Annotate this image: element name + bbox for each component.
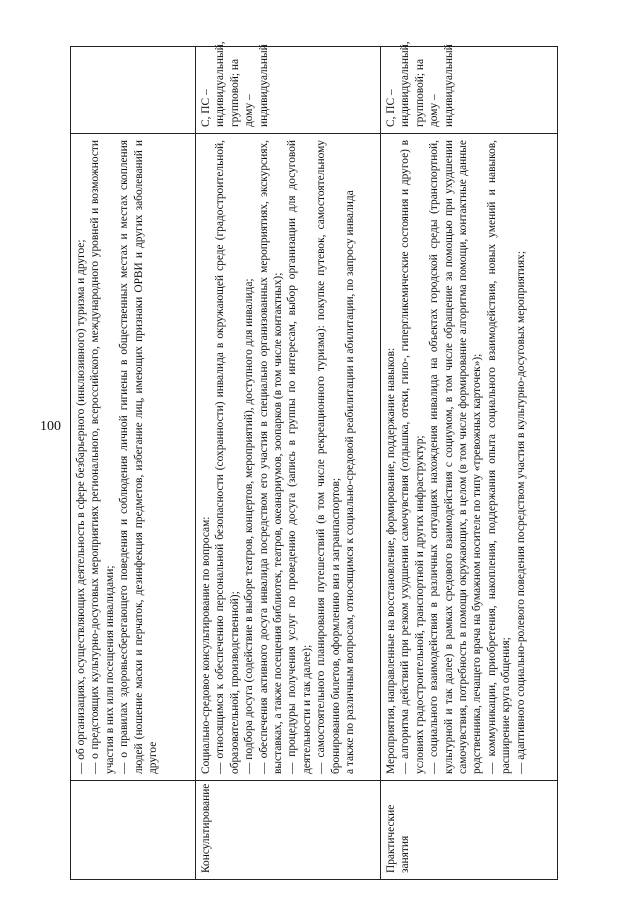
service-content-cell — [71, 134, 196, 781]
content-line: — обеспечения активного досуга инвалида посредством его участия в специально организованных мероприятиях, экскурсиях, выставках, а также посещения библиотек, театров, океанариумов, зоопарков (в том числе контактных); — [257, 140, 285, 774]
table-row — [196, 47, 381, 880]
content-line: Социально-средовое консультирование по вопросам: — [200, 516, 212, 774]
content-line: — самостоятельного планирования путешествий (в том числе рекреационного туризма): покупке путевок, самостоятельному бронированию билетов, оформлению виз и загранпаспортов; — [315, 140, 342, 774]
page-number: 100 — [40, 419, 61, 434]
service-content-cell — [381, 134, 558, 781]
rotated-page-content — [70, 41, 576, 880]
content-line: — о правилах здоровьесберегающего поведения и соблюдения личной гигиены в общественных местах и местах скопления людей (ношение маски и перчаток, дезинфекция предметов, избегание лиц, имеющих признаки ОРВИ и других заболеваний и другое — [118, 140, 160, 774]
service-format-cell: С, ПС – индивидуальный, групповой; на дому – индивидуальный — [196, 47, 381, 134]
content-line: — подбора досуга (содействие в выборе театров, концертов, мероприятий), доступного для инвалида; — [243, 278, 256, 774]
service-type-cell: Практические занятия — [381, 781, 558, 880]
service-type-cell: Консультирование — [196, 781, 381, 880]
service-type-cell — [71, 781, 196, 880]
content-line: — процедуры получения услуг по проведению досуга (запись в группы по интересам, выбор организации для досуговой деятельности и так далее); — [286, 140, 313, 774]
content-line: а также по различным вопросам, относящимся к социально-средовой реабилитации и абилитации, по запросу инвалида — [344, 190, 357, 774]
content-line: — адаптивного социально-ролевого поведения посредством участия в культурно-досуговых мероприятиях; — [514, 251, 527, 774]
table-row — [381, 47, 558, 880]
content-line: Мероприятия, направленные на восстановление, формирование, поддержание навыков: — [385, 347, 397, 774]
table-row — [71, 47, 196, 880]
service-format-cell — [71, 47, 196, 134]
content-line: — коммуникации, приобретения, накопления, поддержания опыта социального взаимодействия, новых умений и навыков, расширение круга общения; — [485, 140, 513, 774]
content-line: — о предстоящих культурно-досуговых мероприятиях регионального, всероссийского, международного уровней и возможности участия в них или посещения инвалидами; — [89, 140, 116, 774]
content-line: — алгоритма действий при резком ухудшении самочувствия (отдышка, отеки, гипо-, гипергликемические состояния и другое) в условиях градостроительной, транспортной и других инфраструктур; — [399, 140, 426, 774]
service-format-cell: С, ПС – индивидуальный, групповой; на дому – индивидуальный — [381, 47, 558, 134]
content-line: — социального взаимодействия в различных ситуациях нахождения инвалида на объектах городской среды (транспортной, культурной и так далее) в рамках средового взаимодействия с социумом, в том числе обращение за помощью при ухудшении самочувствия, потребность в помощи окружающих, в целом (в том числе формирование алгоритма помощи, контактные данные родственника, лечащего врача на бумажном носителе по типу «тревожных карточек»); — [428, 140, 484, 774]
service-content-cell — [196, 134, 381, 781]
content-line: — относящимся к обеспечению персональной безопасности (сохранности) инвалида в окружающей среде (градостроительной, образовательной, производственной); — [214, 140, 241, 774]
services-table — [70, 41, 558, 880]
content-line: — об организациях, осуществляющих деятельность в сфере безбарьерного (инклюзивного) туризма и другое; — [75, 239, 87, 774]
